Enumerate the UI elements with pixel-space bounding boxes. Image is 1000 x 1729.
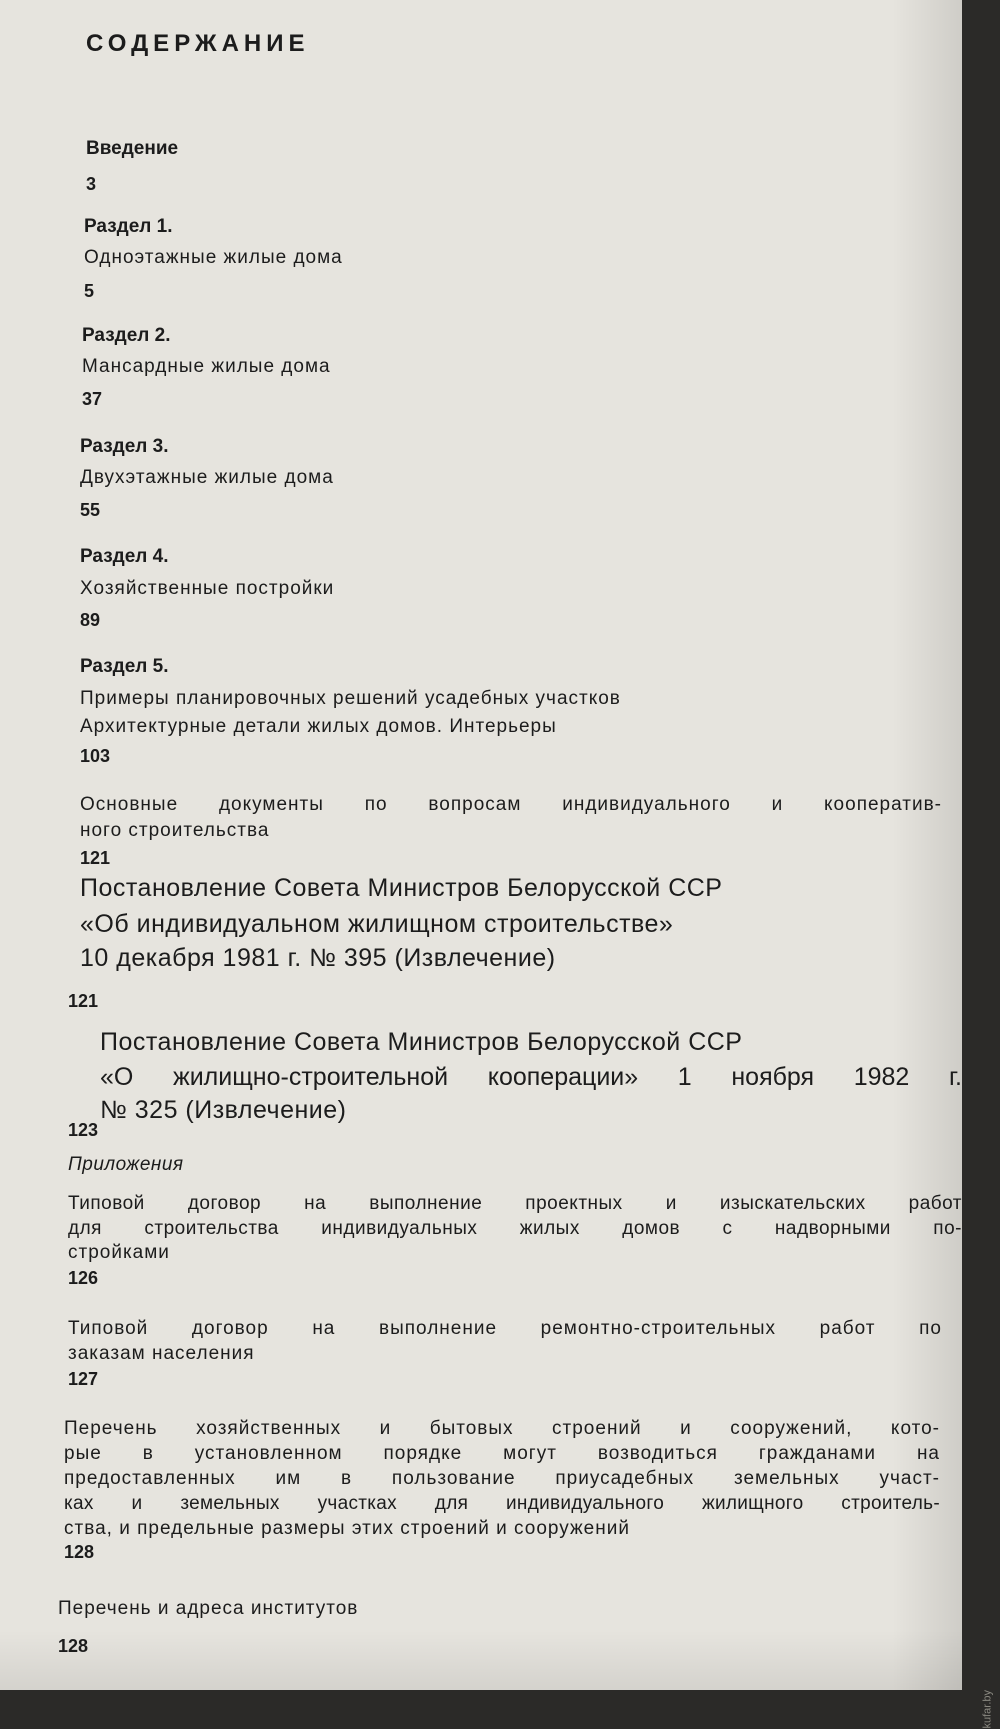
section-5-title-line-2: Архитектурные детали жилых домов. Интерьеры bbox=[80, 716, 557, 738]
resolution-2-page: 123 bbox=[68, 1120, 98, 1141]
appendix-4-title: Перечень и адреса институтов bbox=[58, 1598, 358, 1620]
resolution-1-line-3: 10 декабря 1981 г. № 395 (Извлечение) bbox=[80, 944, 556, 973]
appendix-2-line-1: Типовой договор на выполнение ремонтно-строительных работ по bbox=[68, 1318, 942, 1340]
appendix-2-page: 127 bbox=[68, 1369, 98, 1390]
section-2-title: Мансардные жилые дома bbox=[82, 356, 331, 378]
resolution-2-line-1: Постановление Совета Министров Белорусской ССР bbox=[100, 1028, 742, 1057]
section-2-page: 37 bbox=[82, 389, 102, 410]
resolution-1-line-1: Постановление Совета Министров Белорусской ССР bbox=[80, 874, 722, 903]
appendix-1-line-3: стройками bbox=[68, 1242, 170, 1264]
section-3-label: Раздел 3. bbox=[80, 436, 169, 458]
appendices-label: Приложения bbox=[68, 1154, 184, 1176]
appendix-4-page: 128 bbox=[58, 1636, 88, 1657]
documents-line-1: Основные документы по вопросам индивидуального и кооператив- bbox=[80, 794, 942, 816]
resolution-2-line-2: «О жилищно-строительной кооперации» 1 ноября 1982 г. bbox=[100, 1063, 962, 1092]
section-3-title: Двухэтажные жилые дома bbox=[80, 467, 334, 489]
section-5-page: 103 bbox=[80, 746, 110, 767]
section-1-page: 5 bbox=[84, 281, 94, 302]
section-2-label: Раздел 2. bbox=[82, 325, 171, 347]
watermark-text: kufar.by bbox=[982, 1690, 994, 1729]
appendix-1-line-2: для строительства индивидуальных жилых домов с надворными по- bbox=[68, 1218, 962, 1240]
resolution-1-page: 121 bbox=[68, 991, 98, 1012]
appendix-3-line-3: предоставленных им в пользование приусадебных земельных участ- bbox=[64, 1468, 940, 1490]
page-title: СОДЕРЖАНИЕ bbox=[86, 30, 310, 58]
documents-line-2: ного строительства bbox=[80, 820, 269, 842]
resolution-2-line-3: № 325 (Извлечение) bbox=[100, 1096, 346, 1125]
appendix-3-line-1: Перечень хозяйственных и бытовых строений и сооружений, кото- bbox=[64, 1418, 940, 1440]
section-4-label: Раздел 4. bbox=[80, 546, 169, 568]
resolution-1-line-2: «Об индивидуальном жилищном строительстве» bbox=[80, 910, 673, 939]
section-5-title-line-1: Примеры планировочных решений усадебных участков bbox=[80, 688, 621, 710]
appendix-3-line-4: ках и земельных участках для индивидуального жилищного строитель- bbox=[64, 1493, 940, 1515]
section-4-title: Хозяйственные постройки bbox=[80, 578, 334, 600]
appendix-3-line-2: рые в установленном порядке могут возводиться гражданами на bbox=[64, 1443, 940, 1465]
appendix-2-line-2: заказам населения bbox=[68, 1343, 255, 1365]
documents-page: 121 bbox=[80, 848, 110, 869]
section-5-label: Раздел 5. bbox=[80, 656, 169, 678]
appendix-1-line-1: Типовой договор на выполнение проектных и изыскательских работ bbox=[68, 1193, 962, 1215]
section-1-label: Раздел 1. bbox=[84, 216, 173, 238]
section-4-page: 89 bbox=[80, 610, 100, 631]
appendix-3-line-5: ства, и предельные размеры этих строений и сооружений bbox=[64, 1518, 630, 1540]
appendix-1-page: 126 bbox=[68, 1268, 98, 1289]
intro-label: Введение bbox=[86, 138, 178, 160]
intro-page: 3 bbox=[86, 174, 96, 195]
section-1-title: Одноэтажные жилые дома bbox=[84, 247, 343, 269]
section-3-page: 55 bbox=[80, 500, 100, 521]
appendix-3-page: 128 bbox=[64, 1542, 94, 1563]
